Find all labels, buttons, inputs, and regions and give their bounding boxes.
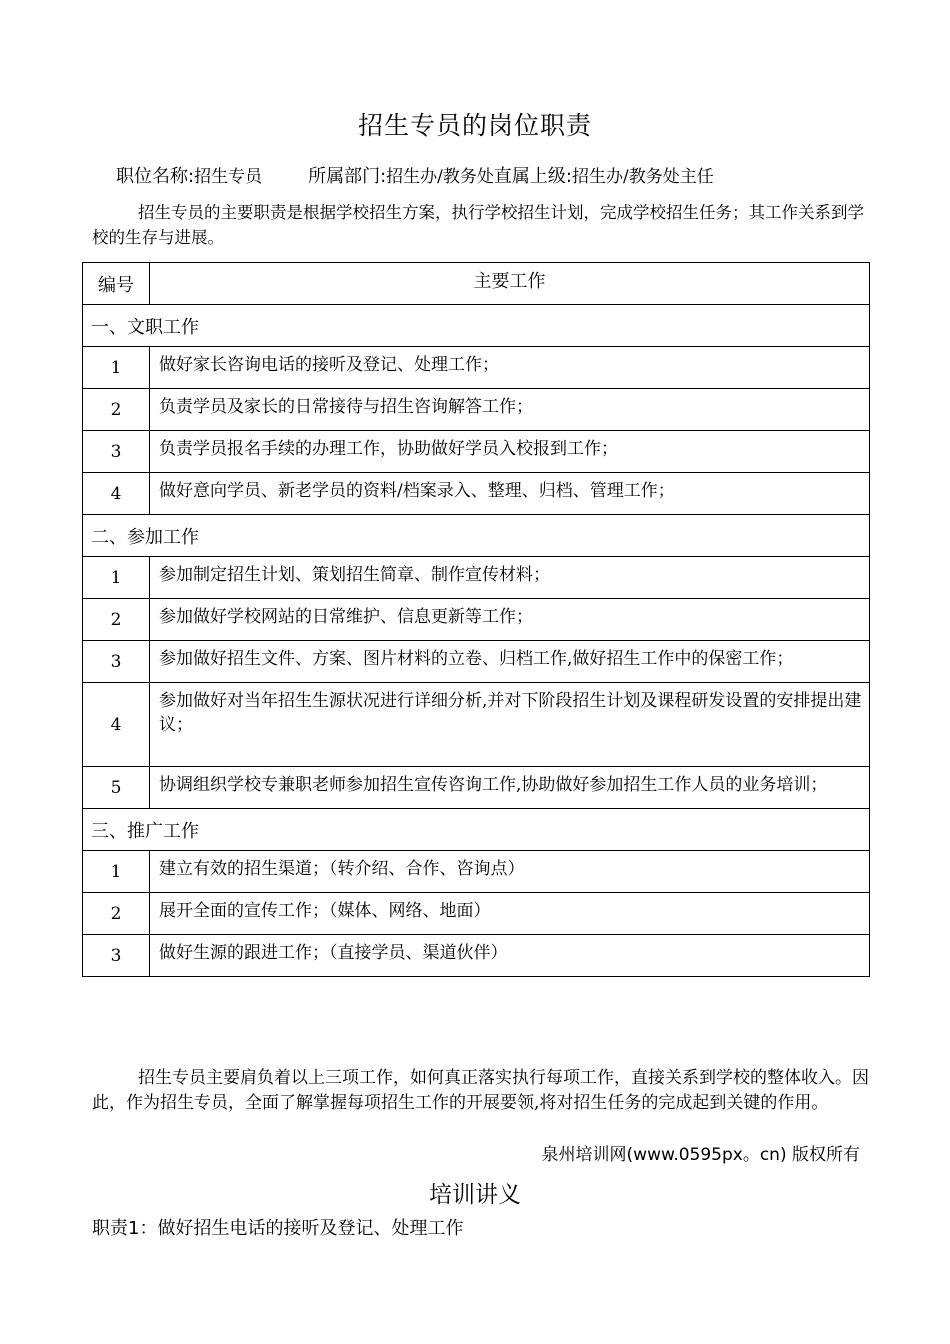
dept-value: 招生办/教务处	[386, 167, 494, 187]
table-row	[83, 389, 870, 431]
closing-paragraph: 招生专员主要肩负着以上三项工作，如何真正落实执行每项工作，直接关系到学校的整体收入。因此，作为招生专员，全面了解掌握每项招生工作的开展要领,将对招生任务的完成起到关键的作用。	[92, 1068, 869, 1113]
table-row	[83, 431, 870, 473]
position-label: 职位名称:	[116, 166, 195, 187]
section-title: 三、推广工作	[83, 809, 870, 851]
position-value: 招生专员	[194, 167, 263, 187]
row-number: 1	[83, 851, 150, 893]
section-title: 二、参加工作	[83, 515, 870, 557]
job-meta-line	[116, 162, 714, 188]
row-text: 协调组织学校专兼职老师参加招生宣传咨询工作,协助做好参加招生工作人员的业务培训；	[150, 767, 870, 809]
superior-label: 直属上级:	[493, 166, 572, 187]
duty-table	[82, 262, 870, 977]
row-text: 负责学员报名手续的办理工作，协助做好学员入校报到工作；	[150, 431, 870, 473]
table-row	[83, 641, 870, 683]
row-number: 4	[83, 683, 150, 767]
row-number: 1	[83, 347, 150, 389]
row-text: 展开全面的宣传工作；（媒体、网络、地面）	[150, 893, 870, 935]
section-row	[83, 305, 870, 347]
section-heading: 培训讲义	[429, 1182, 521, 1208]
row-text: 负责学员及家长的日常接待与招生咨询解答工作；	[150, 389, 870, 431]
row-number: 1	[83, 557, 150, 599]
row-text: 参加制定招生计划、策划招生简章、制作宣传材料；	[150, 557, 870, 599]
copyright-notice: 泉州培训网(www.0595px。cn) 版权所有	[541, 1145, 860, 1165]
row-text: 做好生源的跟进工作；（直接学员、渠道伙伴）	[150, 935, 870, 977]
col-num-header: 编号	[83, 263, 150, 305]
row-number: 3	[83, 431, 150, 473]
table-row	[83, 557, 870, 599]
table-row	[83, 767, 870, 809]
table-row	[83, 893, 870, 935]
col-main-header: 主要工作	[150, 263, 870, 305]
row-number: 2	[83, 893, 150, 935]
row-text: 参加做好学校网站的日常维护、信息更新等工作；	[150, 599, 870, 641]
row-number: 2	[83, 389, 150, 431]
row-text: 做好意向学员、新老学员的资料/档案录入、整理、归档、管理工作；	[150, 473, 870, 515]
section-row	[83, 809, 870, 851]
row-text: 参加做好招生文件、方案、图片材料的立卷、归档工作,做好招生工作中的保密工作；	[150, 641, 870, 683]
table-row	[83, 683, 870, 767]
duty-heading: 职责1：做好招生电话的接听及登记、处理工作	[92, 1218, 464, 1239]
section-title: 一、文职工作	[83, 305, 870, 347]
table-row	[83, 347, 870, 389]
row-text: 做好家长咨询电话的接听及登记、处理工作；	[150, 347, 870, 389]
row-number: 5	[83, 767, 150, 809]
table-row	[83, 935, 870, 977]
table-row	[83, 851, 870, 893]
table-row	[83, 599, 870, 641]
intro-paragraph: 招生专员的主要职责是根据学校招生方案，执行学校招生计划，完成学校招生任务；其工作关系到学校的生存与进展。	[92, 203, 864, 247]
row-text: 建立有效的招生渠道；（转介绍、合作、咨询点）	[150, 851, 870, 893]
row-number: 3	[83, 641, 150, 683]
row-number: 4	[83, 473, 150, 515]
superior-value: 招生办/教务处主任	[571, 167, 714, 187]
section-row	[83, 515, 870, 557]
row-number: 3	[83, 935, 150, 977]
row-number: 2	[83, 599, 150, 641]
dept-label: 所属部门:	[308, 166, 387, 187]
table-row	[83, 473, 870, 515]
page-title: 招生专员的岗位职责	[357, 111, 592, 140]
row-text: 参加做好对当年招生生源状况进行详细分析,并对下阶段招生计划及课程研发设置的安排提出建议；	[150, 683, 870, 767]
table-header-row	[83, 263, 870, 305]
